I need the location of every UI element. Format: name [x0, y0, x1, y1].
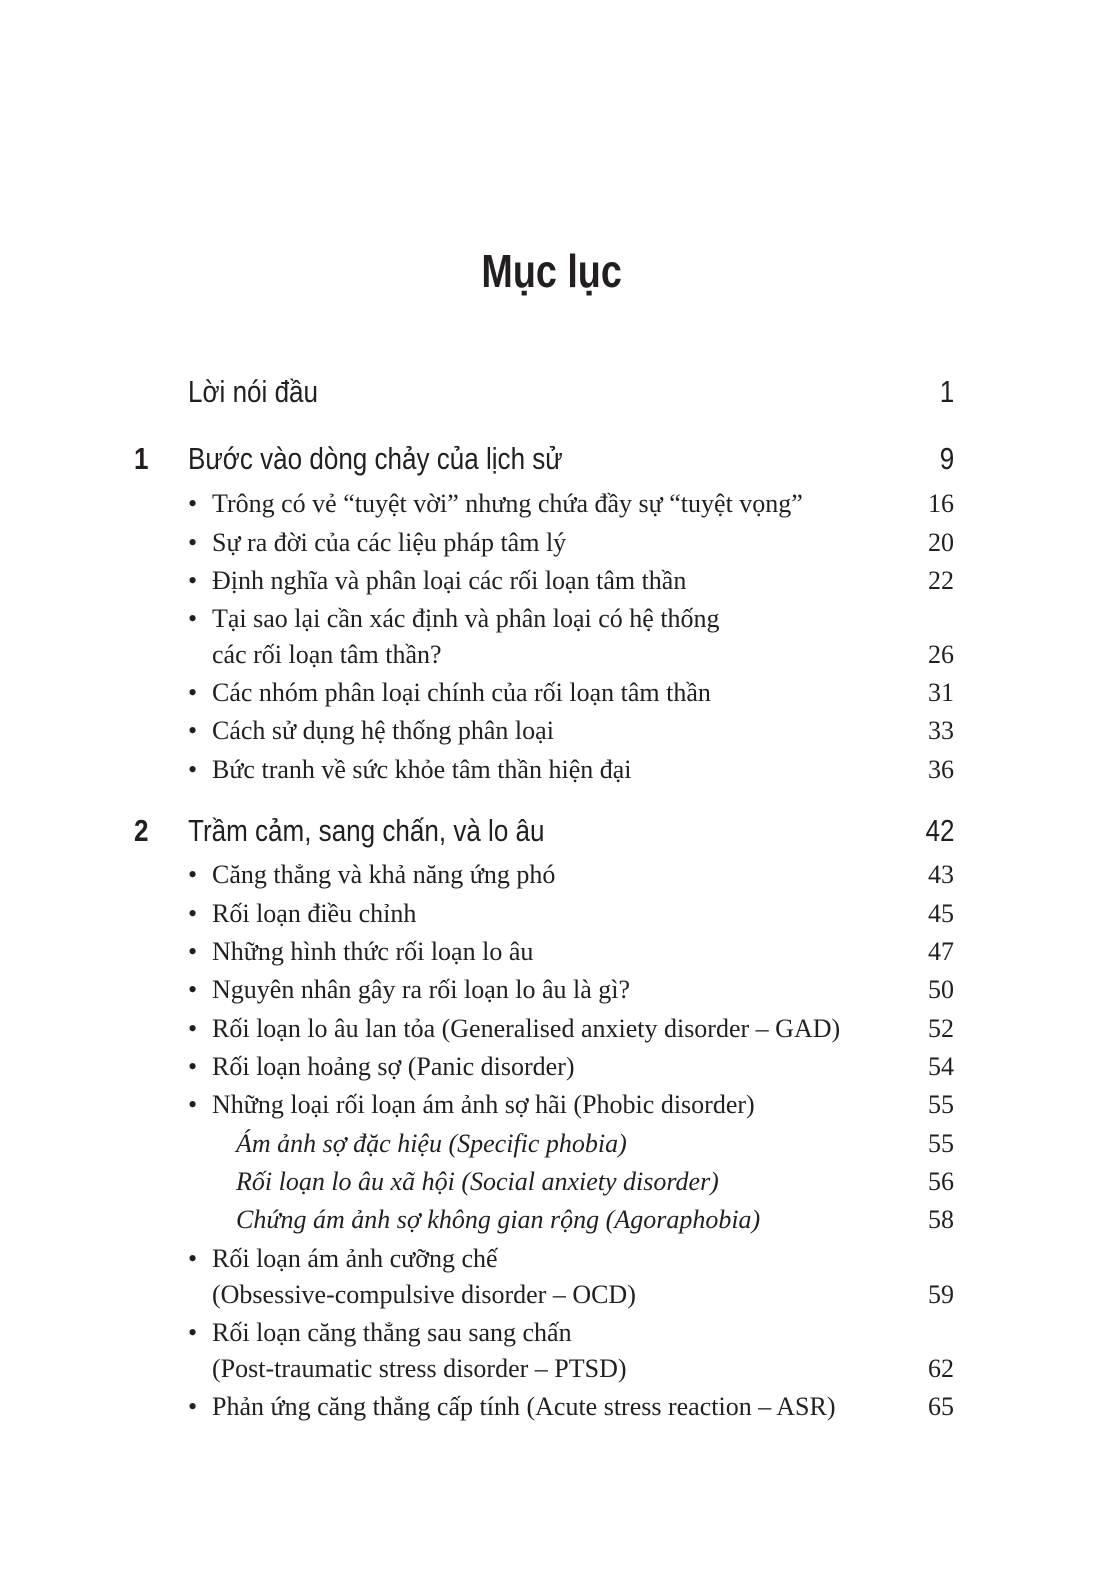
bullet-icon: •: [188, 489, 198, 518]
toc-section-entry[interactable]: [0, 937, 1103, 977]
toc-section-entry[interactable]: [0, 1244, 1103, 1309]
toc-section-entry[interactable]: [0, 1090, 1103, 1130]
entry-title: Phản ứng căng thẳng cấp tính (Acute stress reaction – ASR): [212, 1392, 836, 1421]
page-title: Mục lục: [481, 245, 622, 297]
page-number: 33: [928, 716, 954, 745]
entry-title: Trông có vẻ “tuyệt vời” nhưng chứa đầy sự “tuyệt vọng”: [212, 489, 803, 518]
entry-title: Chứng ám ảnh sợ không gian rộng (Agoraphobia): [236, 1205, 761, 1234]
page-number: 54: [928, 1052, 954, 1081]
entry-title: Định nghĩa và phân loại các rối loạn tâm thần: [212, 566, 687, 595]
page-number: 55: [928, 1090, 954, 1119]
page-number: 50: [928, 975, 954, 1004]
entry-title: Rối loạn điều chỉnh: [212, 899, 417, 928]
page-number: [937, 374, 954, 410]
toc-section-entry[interactable]: [0, 528, 1103, 568]
toc-section-entry[interactable]: [0, 716, 1103, 756]
entry-title-continued: (Obsessive-compulsive disorder – OCD): [212, 1280, 636, 1309]
entry-title: Nguyên nhân gây ra rối loạn lo âu là gì?: [212, 975, 631, 1004]
page-number: 22: [928, 566, 954, 595]
bullet-icon: •: [188, 566, 198, 595]
page-number-text: 42: [925, 813, 954, 848]
toc-subsection-entry[interactable]: [0, 1167, 1103, 1207]
page-number: 43: [928, 860, 954, 889]
chapter-title-text: Trầm cảm, sang chấn, và lo âu: [188, 813, 545, 848]
bullet-icon: •: [188, 975, 198, 1004]
toc-section-entry[interactable]: [0, 489, 1103, 529]
chapter-number-text: 2: [134, 813, 149, 848]
entry-title: Rối loạn hoảng sợ (Panic disorder): [212, 1052, 575, 1081]
chapter-title-text: Lời nói đầu: [188, 374, 319, 409]
toc-subsection-entry[interactable]: [0, 1205, 1103, 1245]
toc-section-entry[interactable]: [0, 604, 1103, 669]
entry-title: Rối loạn lo âu xã hội (Social anxiety disorder): [236, 1167, 719, 1196]
chapter-number: [134, 813, 151, 849]
toc-section-entry[interactable]: [0, 1392, 1103, 1432]
chapter-number: [134, 441, 151, 477]
page-number-text: 1: [939, 374, 954, 409]
toc-section-entry[interactable]: [0, 899, 1103, 939]
page-number-text: 9: [939, 441, 954, 476]
page-number: 31: [928, 678, 954, 707]
bullet-icon: •: [188, 755, 198, 784]
entry-title: Căng thẳng và khả năng ứng phó: [212, 860, 556, 889]
entry-title: Bức tranh về sức khỏe tâm thần hiện đại: [212, 755, 632, 784]
toc-chapter-entry[interactable]: [0, 441, 1103, 481]
page-number: 58: [928, 1205, 954, 1234]
bullet-icon: •: [188, 604, 198, 633]
page-number: 36: [928, 755, 954, 784]
page-number: 47: [928, 937, 954, 966]
entry-title: Rối loạn lo âu lan tỏa (Generalised anxiety disorder – GAD): [212, 1014, 841, 1043]
entry-title: Rối loạn ám ảnh cưỡng chế: [212, 1244, 498, 1273]
page-number: [920, 813, 954, 849]
bullet-icon: •: [188, 1014, 198, 1043]
bullet-icon: •: [188, 860, 198, 889]
toc-section-entry[interactable]: [0, 678, 1103, 718]
toc-chapter-entry[interactable]: [0, 813, 1103, 853]
toc-section-entry[interactable]: [0, 566, 1103, 606]
bullet-icon: •: [188, 528, 198, 557]
toc-section-entry[interactable]: [0, 1318, 1103, 1383]
entry-title: Rối loạn căng thẳng sau sang chấn: [212, 1318, 572, 1347]
page-number: 20: [928, 528, 954, 557]
bullet-icon: •: [188, 1052, 198, 1081]
toc-section-entry[interactable]: [0, 860, 1103, 900]
toc-section-entry[interactable]: [0, 975, 1103, 1015]
bullet-icon: •: [188, 1090, 198, 1119]
chapter-number-text: 1: [134, 441, 149, 476]
entry-title-continued: các rối loạn tâm thần?: [212, 640, 442, 669]
toc-section-entry[interactable]: [0, 755, 1103, 795]
toc-section-entry[interactable]: [0, 1014, 1103, 1054]
page-number: 16: [928, 489, 954, 518]
entry-title: Sự ra đời của các liệu pháp tâm lý: [212, 528, 567, 557]
entry-title: Cách sử dụng hệ thống phân loại: [212, 716, 554, 745]
entry-title: Ám ảnh sợ đặc hiệu (Specific phobia): [236, 1129, 627, 1158]
page-number: 26: [928, 640, 954, 669]
page-number: 55: [928, 1129, 954, 1158]
page-number: 65: [928, 1392, 954, 1421]
chapter-title: [188, 441, 634, 477]
toc-chapter-entry[interactable]: [0, 374, 1103, 414]
bullet-icon: •: [188, 716, 198, 745]
page-number: 45: [928, 899, 954, 928]
bullet-icon: •: [188, 1318, 198, 1347]
chapter-title-text: Bước vào dòng chảy của lịch sử: [188, 441, 563, 476]
toc-section-entry[interactable]: [0, 1052, 1103, 1092]
page-number: 56: [928, 1167, 954, 1196]
entry-title: Các nhóm phân loại chính của rối loạn tâm thần: [212, 678, 711, 707]
entry-title-continued: (Post-traumatic stress disorder – PTSD): [212, 1354, 627, 1383]
toc-subsection-entry[interactable]: [0, 1129, 1103, 1169]
page-number: 59: [928, 1280, 954, 1309]
page-number: 62: [928, 1354, 954, 1383]
bullet-icon: •: [188, 899, 198, 928]
bullet-icon: •: [188, 1392, 198, 1421]
bullet-icon: •: [188, 1244, 198, 1273]
chapter-title: [188, 813, 612, 849]
page-number: 52: [928, 1014, 954, 1043]
entry-title: Những hình thức rối loạn lo âu: [212, 937, 534, 966]
bullet-icon: •: [188, 937, 198, 966]
entry-title: Tại sao lại cần xác định và phân loại có hệ thống: [212, 604, 720, 633]
page-number: [937, 441, 954, 477]
chapter-title: [188, 374, 343, 410]
bullet-icon: •: [188, 678, 198, 707]
entry-title: Những loại rối loạn ám ảnh sợ hãi (Phobic disorder): [212, 1090, 755, 1119]
